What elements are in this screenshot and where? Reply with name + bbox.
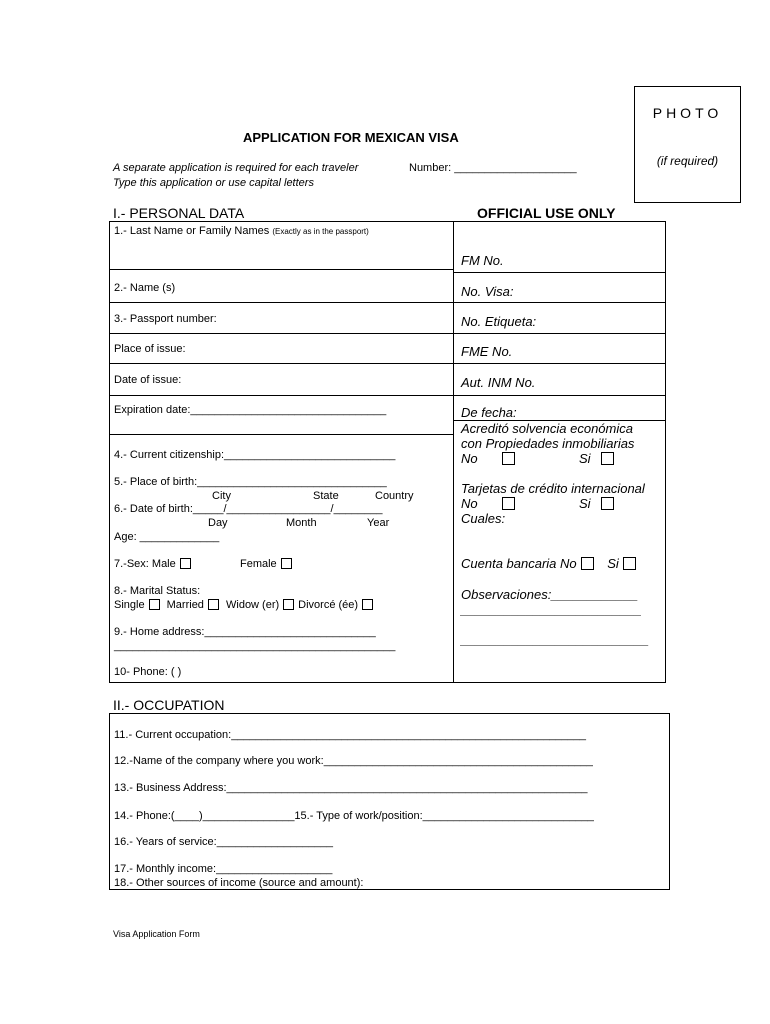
date-of-issue-label: Date of issue: (114, 374, 182, 386)
single-checkbox[interactable] (149, 599, 160, 610)
aut-inm-label: Aut. INM No. (461, 375, 536, 390)
fm-number-label: FM No. (461, 253, 504, 268)
photo-note: (if required) (656, 154, 719, 168)
sex-female-row (240, 558, 296, 570)
male-checkbox[interactable] (180, 558, 191, 569)
expiration-date-field[interactable]: Expiration date:________________________________ (114, 404, 387, 416)
sex-male-label: 7.-Sex: Male (114, 558, 176, 570)
phone-and-work-type-field[interactable]: 14.- Phone:(____)_______________15.- Type of work/position:____________________________ (114, 810, 594, 822)
widow-label: Widow (er) (226, 599, 280, 611)
place-of-birth-field[interactable]: 5.- Place of birth:_______________________________ (114, 476, 387, 488)
divorce-label: Divorcé (ée) (298, 599, 359, 611)
propiedades-no-checkbox[interactable] (502, 452, 515, 465)
observaciones-line3[interactable]: __________________________ (461, 632, 649, 647)
date-of-birth-field[interactable]: 6.- Date of birth:_____/_________________/________ (114, 503, 383, 515)
year-label: Year (367, 517, 390, 529)
sex-female-label: Female (240, 558, 277, 570)
tarjetas-si: Si (579, 496, 618, 511)
marital-status-label: 8.- Marital Status: (114, 585, 201, 597)
years-of-service-field[interactable]: 16.- Years of service:___________________ (114, 836, 333, 848)
state-label: State (313, 490, 339, 502)
married-checkbox[interactable] (208, 599, 219, 610)
divorce-checkbox[interactable] (362, 599, 373, 610)
cuenta-si-checkbox[interactable] (623, 557, 636, 570)
propiedades-si-checkbox[interactable] (601, 452, 614, 465)
monthly-income-field[interactable]: 17.- Monthly income:___________________ (114, 863, 333, 875)
name-label: 2.- Name (s) (114, 282, 176, 294)
photo-label: PHOTO (652, 105, 723, 121)
propiedades-label: con Propiedades inmobiliarias (461, 436, 635, 451)
cuenta-bancaria-row (461, 556, 640, 571)
form-title: APPLICATION FOR MEXICAN VISA (243, 130, 459, 145)
solvencia-label: Acreditó solvencia económica (461, 421, 633, 436)
citizenship-field[interactable]: 4.- Current citizenship:____________________________ (114, 449, 396, 461)
home-address-field[interactable]: 9.- Home address:____________________________ (114, 626, 376, 638)
phone-field[interactable]: 10- Phone: ( ) (114, 666, 182, 678)
official-use-title: OFFICIAL USE ONLY (477, 205, 616, 221)
observaciones-field[interactable]: Observaciones:____________ (461, 587, 639, 602)
single-label: Single (114, 599, 145, 611)
last-name-note: (Exactly as in the passport) (272, 227, 369, 236)
company-name-field[interactable]: 12.-Name of the company where you work:____________________________________________ (114, 755, 593, 767)
other-income-field[interactable]: 18.- Other sources of income (source and amount): (114, 877, 364, 889)
tarjetas-si-checkbox[interactable] (601, 497, 614, 510)
instruction-type: Type this application or use capital letters (113, 177, 314, 189)
home-address-line2[interactable]: ______________________________________________ (114, 640, 396, 652)
last-name-label: 1.- Last Name or Family Names (Exactly as in the passport) (114, 225, 369, 237)
business-address-field[interactable]: 13.- Business Address:___________________________________________________________ (114, 782, 588, 794)
propiedades-no: No (461, 451, 519, 466)
column-divider (453, 221, 454, 683)
cuales-label: Cuales: (461, 511, 506, 526)
city-label: City (212, 490, 231, 502)
tarjetas-no: No (461, 496, 519, 511)
propiedades-si: Si (579, 451, 618, 466)
widow-checkbox[interactable] (283, 599, 294, 610)
place-of-issue-label: Place of issue: (114, 343, 186, 355)
de-fecha-label: De fecha: (461, 405, 517, 420)
photo-box (634, 86, 741, 203)
cuenta-si-label: Si (607, 556, 619, 571)
application-number-field[interactable]: Number: ____________________ (409, 162, 577, 174)
day-label: Day (208, 517, 228, 529)
section-personal-data-title: I.- PERSONAL DATA (113, 205, 245, 221)
observaciones-line2[interactable]: _________________________ (461, 602, 642, 617)
etiqueta-label: No. Etiqueta: (461, 314, 537, 329)
female-checkbox[interactable] (281, 558, 292, 569)
instruction-separate: A separate application is required for each traveler (113, 162, 359, 174)
tarjetas-no-checkbox[interactable] (502, 497, 515, 510)
sex-row (114, 558, 195, 570)
visa-number-label: No. Visa: (461, 284, 514, 299)
married-label: Married (166, 599, 204, 611)
cuenta-bancaria-label: Cuenta bancaria No (461, 556, 577, 571)
month-label: Month (286, 517, 317, 529)
age-field[interactable]: Age: _____________ (114, 531, 220, 543)
fme-number-label: FME No. (461, 344, 513, 359)
cuenta-no-checkbox[interactable] (581, 557, 594, 570)
passport-number-label: 3.- Passport number: (114, 313, 217, 325)
marital-options (114, 599, 377, 611)
section-occupation-title: II.- OCCUPATION (113, 697, 225, 713)
tarjetas-label: Tarjetas de crédito internacional (461, 481, 645, 496)
footer-text: Visa Application Form (113, 929, 200, 939)
current-occupation-field[interactable]: 11.- Current occupation:__________________________________________________________ (114, 729, 587, 741)
country-label: Country (375, 490, 414, 502)
